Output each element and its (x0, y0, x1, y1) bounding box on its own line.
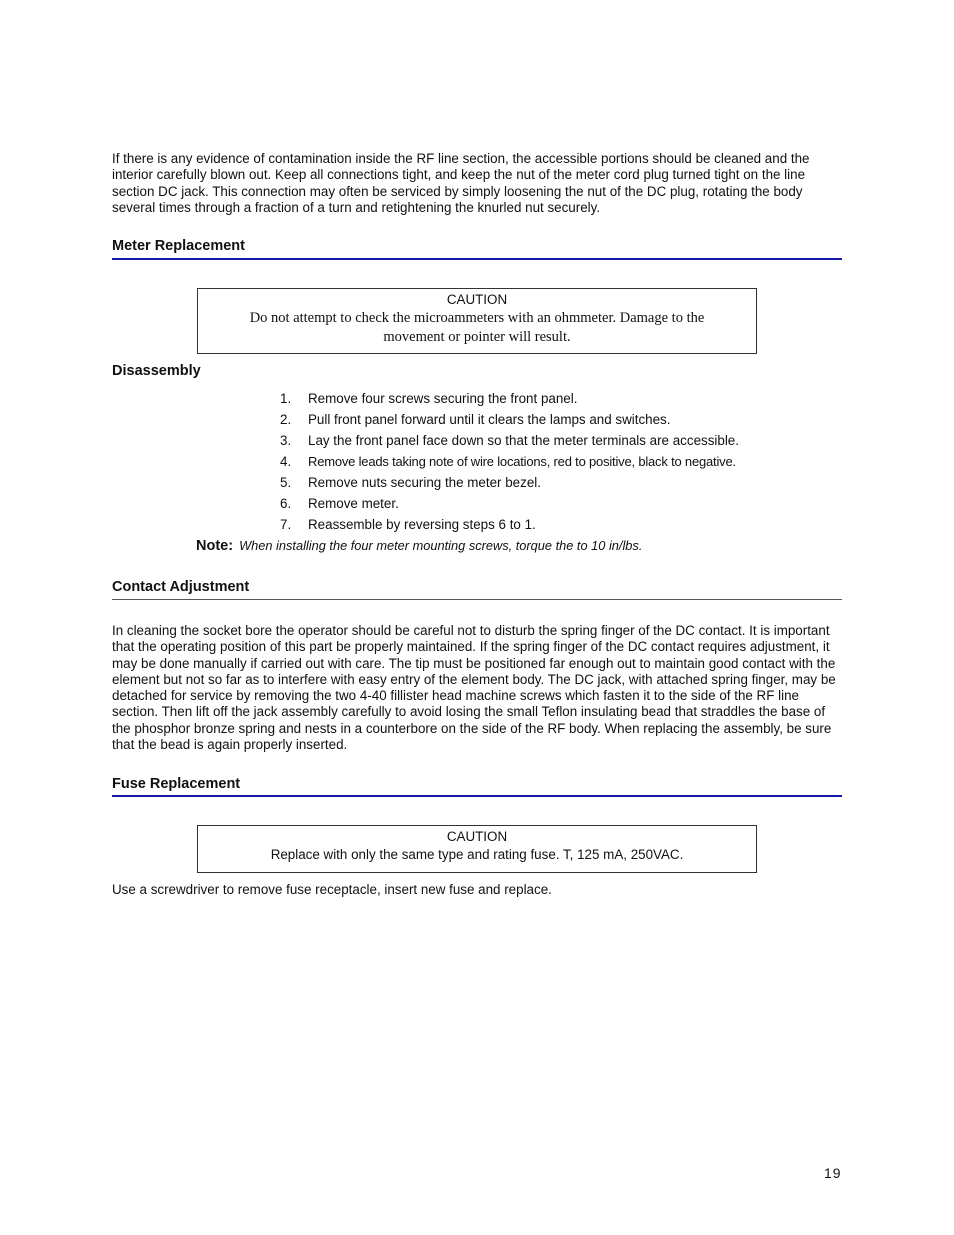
note-text: When installing the four meter mounting screws, torque the to 10 in/lbs. (239, 538, 643, 553)
step-text: Remove meter. (308, 496, 399, 511)
note-label: Note: (196, 538, 234, 554)
caution-title: CAUTION (446, 292, 508, 307)
step-text: Reassemble by reversing steps 6 to 1. (308, 517, 536, 532)
step-number: 6. (280, 496, 292, 511)
step-text: Lay the front panel face down so that the meter terminals are accessible. (308, 433, 739, 448)
section-divider (112, 258, 842, 260)
disassembly-heading: Disassembly (112, 363, 201, 379)
step-text: Remove nuts securing the meter bezel. (308, 475, 541, 490)
step-text: Remove leads taking note of wire locations, red to positive, black to negative. (308, 454, 736, 469)
torque-note (196, 538, 642, 554)
page-number: 19 (824, 1165, 842, 1181)
fuse-replacement-heading: Fuse Replacement (112, 776, 241, 792)
caution-body: Do not attempt to check the microammeters with an ohmmeter. Damage to the movement or pointer will result. (249, 310, 705, 345)
step-number: 7. (280, 517, 292, 532)
step-number: 4. (280, 454, 292, 469)
caution-body: Replace with only the same type and rating fuse. T, 125 mA, 250VAC. (270, 847, 684, 862)
step-text: Pull front panel forward until it clears the lamps and switches. (308, 412, 671, 427)
step-number: 3. (280, 433, 292, 448)
step-number: 1. (280, 391, 292, 406)
meter-caution-box (197, 288, 757, 354)
caution-title: CAUTION (446, 829, 508, 844)
meter-replacement-heading: Meter Replacement (112, 238, 245, 254)
step-number: 5. (280, 475, 292, 490)
intro-paragraph: If there is any evidence of contamination inside the RF line section, the accessible portions should be cleaned and the interior carefully blown out. Keep all connections tight, and keep the nut of the meter cord plug turned tight on the line section DC jack. This connection may often be serviced by simply loosening the nut of the DC plug, rotating the body several times through a fraction of a turn and retightening the knurled nut securely. (112, 151, 810, 215)
contact-adjustment-heading: Contact Adjustment (112, 579, 250, 595)
step-text: Remove four screws securing the front panel. (308, 391, 578, 406)
section-divider (112, 795, 842, 797)
step-number: 2. (280, 412, 292, 427)
fuse-replacement-paragraph: Use a screwdriver to remove fuse receptacle, insert new fuse and replace. (112, 882, 552, 897)
contact-adjustment-paragraph: In cleaning the socket bore the operator should be careful not to disturb the spring finger of the DC contact. It is important that the operating position of this part be properly maintained. If the spring finger of the DC contact requires adjustment, it may be done manually if carried out with care. The tip must be positioned far enough out to maintain good contact with the element but not so far as to interfere with easy entry of the element body. The DC jack, with attached spring finger, may be detached for service by removing the two 4-40 fillister head machine screws which fasten it to the side of the RF line section. Then lift off the jack assembly carefully to avoid losing the small Teflon insulating bead that straddles the base of the phosphor bronze spring and nests in a counterbore on the side of the RF body. When replacing the assembly, be sure that the bead is again properly inserted. (112, 623, 836, 753)
section-divider (112, 599, 842, 600)
fuse-caution-box (197, 825, 757, 873)
